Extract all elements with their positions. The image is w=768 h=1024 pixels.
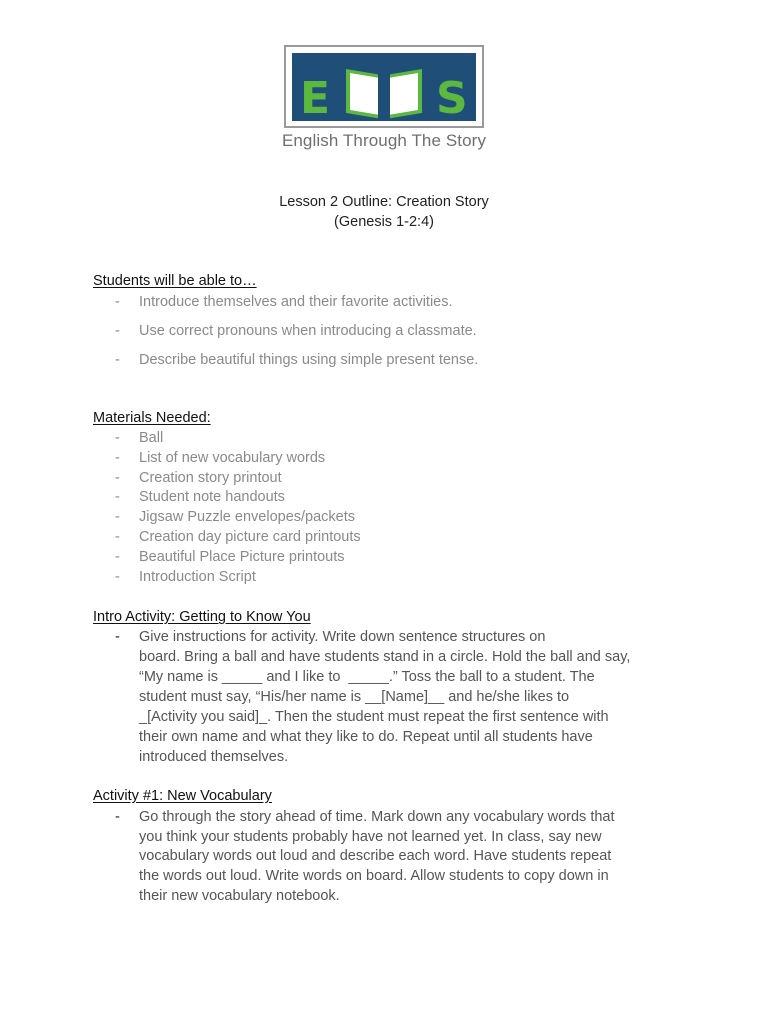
paragraph-line: _[Activity you said]_. Then the student must repeat the first sentence with (139, 709, 609, 725)
material-text: Jigsaw Puzzle envelopes/packets (139, 509, 356, 525)
bullet-dash: - (115, 352, 120, 368)
paragraph-line: student must say, “His/her name is __[Name]__ and he/she likes to (139, 689, 570, 705)
bullet-dash: - (115, 489, 120, 505)
material-text: Introduction Script (139, 569, 256, 585)
paragraph-line: vocabulary words out loud and describe each word. Have students repeat (139, 848, 612, 864)
material-text: Creation day picture card printouts (139, 529, 361, 545)
objective-text: Use correct pronouns when introducing a classmate. (139, 323, 477, 339)
bullet-dash: - (115, 470, 120, 486)
material-text: Creation story printout (139, 470, 282, 486)
objective-text: Describe beautiful things using simple present tense. (139, 352, 479, 368)
bullet-dash: - (115, 629, 120, 645)
bullet-dash: - (115, 430, 120, 446)
bullet-dash: - (115, 569, 120, 585)
materials-heading: Materials Needed: (93, 410, 211, 426)
bullet-dash: - (115, 294, 120, 310)
bullet-dash: - (115, 323, 120, 339)
activity1-heading: Activity #1: New Vocabulary (93, 788, 272, 804)
bullet-dash: - (115, 450, 120, 466)
paragraph-line: you think your students probably have not learned yet. In class, say new (139, 829, 602, 845)
ets-logo (284, 45, 484, 128)
paragraph-line: Go through the story ahead of time. Mark down any vocabulary words that (139, 809, 615, 825)
brand-name: English Through The Story (281, 131, 487, 150)
bullet-dash: - (115, 809, 120, 825)
objectives-heading: Students will be able to… (93, 273, 257, 289)
paragraph-line: their own name and what they like to do. Repeat until all students have (139, 729, 593, 745)
material-text: Beautiful Place Picture printouts (139, 549, 345, 565)
paragraph-line: board. Bring a ball and have students stand in a circle. Hold the ball and say, (139, 649, 631, 665)
intro-activity-heading: Intro Activity: Getting to Know You (93, 609, 311, 625)
lesson-title: Lesson 2 Outline: Creation Story (279, 194, 489, 210)
paragraph-line: their new vocabulary notebook. (139, 888, 340, 904)
logo-letter-s: S (436, 73, 468, 124)
paragraph-line: Give instructions for activity. Write down sentence structures on (139, 629, 546, 645)
lesson-subtitle: (Genesis 1-2:4) (334, 214, 434, 230)
bullet-dash: - (115, 549, 120, 565)
book-logo-icon (286, 47, 482, 126)
bullet-dash: - (115, 529, 120, 545)
logo-letter-e: E (300, 73, 331, 124)
bullet-dash: - (115, 509, 120, 525)
objective-text: Introduce themselves and their favorite activities. (139, 294, 453, 310)
material-text: Ball (139, 430, 164, 446)
paragraph-line: introduced themselves. (139, 749, 289, 765)
material-text: List of new vocabulary words (139, 450, 326, 466)
material-text: Student note handouts (139, 489, 285, 505)
paragraph-line: the words out loud. Write words on board. Allow students to copy down in (139, 868, 609, 884)
paragraph-line: “My name is _____ and I like to _____.” Toss the ball to a student. The (139, 669, 595, 685)
